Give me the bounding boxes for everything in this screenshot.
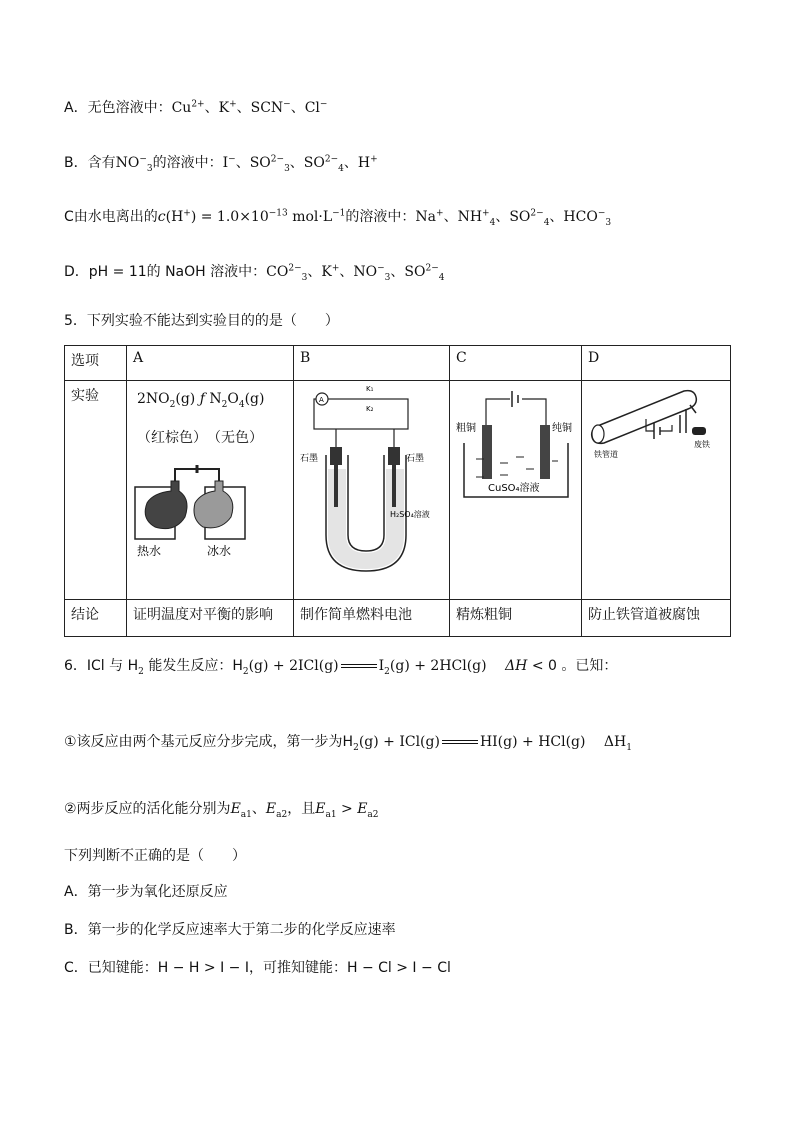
q6-option-c: C．已知键能：H − H > I − I，可推知键能：H − Cl > I − Cl xyxy=(64,960,451,976)
experiment-table xyxy=(64,345,731,637)
option-4b: B．含有$NO^-_3$的溶液中：I−、$SO^{2-}_3$、$SO^{2-}_4$、H+ xyxy=(64,154,378,174)
equals-sign xyxy=(442,740,478,744)
color-labels: （红棕色） （无色） xyxy=(137,430,263,446)
cell-c-experiment xyxy=(450,381,582,600)
graphite-right-label: 石墨 xyxy=(406,454,425,464)
h2so4-solution-label: H₂SO₄溶液 xyxy=(390,510,430,519)
fuel-cell-figure xyxy=(300,385,446,581)
q6-stem: 6．ICl 与 $H_2$ 能发生反应：$H_2(g) + 2ICl(g) I_2(g) + 2HCl(g)$ ΔH < 0 。已知： xyxy=(64,658,618,677)
q5-stem: 5．下列实验不能达到实验目的的是（ ） xyxy=(64,313,339,329)
q6-point-2: ②两步反应的活化能分别为$E_{a1}$、$E_{a2}$，且$E_{a1} > E_{a2}$ xyxy=(64,801,379,820)
ice-water-label: 冰水 xyxy=(207,544,232,558)
equals-sign xyxy=(341,664,377,668)
q6-option-a: A．第一步为氧化还原反应 xyxy=(64,884,228,900)
beaker-flask-figure xyxy=(133,459,283,559)
cell-d-conclusion: 防止铁管道被腐蚀 xyxy=(582,600,731,637)
table-row-conclusion xyxy=(65,600,731,637)
table-row-experiment xyxy=(65,381,731,600)
cell-b-conclusion: 制作简单燃料电池 xyxy=(294,600,450,637)
cell-c-conclusion: 精炼粗铜 xyxy=(450,600,582,637)
cell-a-conclusion: 证明温度对平衡的影响 xyxy=(127,600,294,637)
header-b: B xyxy=(294,346,450,381)
cell-b-experiment xyxy=(294,381,450,600)
header-c: C xyxy=(450,346,582,381)
graphite-left-label: 石墨 xyxy=(300,454,319,464)
row-label-experiment: 实验 xyxy=(65,381,127,600)
header-d: D xyxy=(582,346,731,381)
header-a: A xyxy=(127,346,294,381)
scrap-iron-label: 废铁 xyxy=(694,440,710,449)
table-header-row xyxy=(65,346,731,381)
pipe-protection-figure xyxy=(588,385,724,465)
q6-point-1: ①该反应由两个基元反应分步完成，第一步为$H_2(g) + ICl(g) HI(g) + HCl(g)$ $\Delta H_1$ xyxy=(64,734,632,753)
hot-water-label: 热水 xyxy=(137,544,162,558)
crude-copper-label: 粗铜 xyxy=(456,423,476,434)
ammeter-label: A xyxy=(319,396,324,404)
switch-k1-label: K₁ xyxy=(366,385,374,393)
q6-option-b: B．第一步的化学反应速率大于第二步的化学反应速率 xyxy=(64,922,396,938)
cell-a-experiment xyxy=(127,381,294,600)
option-4c: C由水电离出的$c(H^+) = 1.0\times 10^{-13}$ $mol\cdot L^{-1}$的溶液中：Na+、$NH^+_4$、$SO^{2-}_4$、$HCO^-_3$ xyxy=(64,208,612,228)
copper-refining-figure xyxy=(456,385,576,515)
row-label-conclusion: 结论 xyxy=(65,600,127,637)
iron-pipe-label: 铁管道 xyxy=(594,450,618,459)
option-4a: A．无色溶液中：$Cu^{2+}$、K+、SCN−、Cl− xyxy=(64,99,328,116)
option-4d: D．pH = 11的 NaOH 溶液中：$CO^{2-}_3$、K+、$NO^-_3$、$SO^{2-}_4$ xyxy=(64,263,445,283)
q6-question: 下列判断不正确的是（ ） xyxy=(64,848,246,864)
pure-copper-label: 纯铜 xyxy=(552,423,572,434)
switch-k2-label: K₂ xyxy=(366,405,374,413)
no2-equilibrium-equation: $2NO_2(g)$ ƒ $N_2O_4(g)$ xyxy=(137,391,265,410)
cell-d-experiment xyxy=(582,381,731,600)
cuso4-solution-label: CuSO₄溶液 xyxy=(488,483,540,494)
header-option: 选项 xyxy=(65,346,127,381)
